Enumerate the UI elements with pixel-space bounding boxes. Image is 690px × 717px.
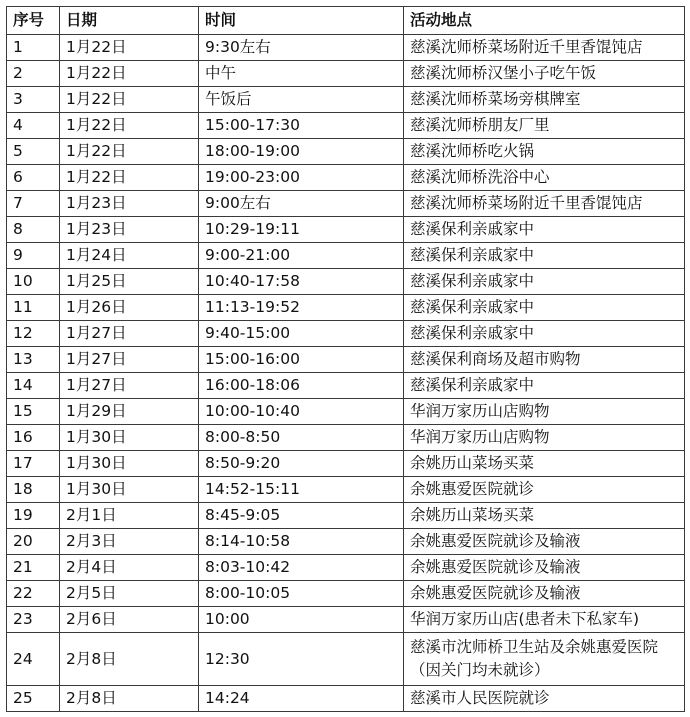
cell-no: 13 (7, 347, 60, 373)
cell-date: 1月23日 (60, 191, 199, 217)
header-place: 活动地点 (404, 7, 685, 35)
cell-no: 2 (7, 61, 60, 87)
cell-place: 华润万家历山店购物 (404, 399, 685, 425)
cell-time: 15:00-17:30 (199, 113, 404, 139)
cell-date: 2月5日 (60, 581, 199, 607)
cell-place: 慈溪保利亲戚家中 (404, 321, 685, 347)
cell-time: 午饭后 (199, 87, 404, 113)
cell-date: 1月22日 (60, 139, 199, 165)
cell-date: 2月8日 (60, 633, 199, 686)
cell-no: 14 (7, 373, 60, 399)
table-row (7, 373, 685, 399)
cell-place: 慈溪市人民医院就诊 (404, 686, 685, 712)
cell-time: 8:00-8:50 (199, 425, 404, 451)
table-row (7, 243, 685, 269)
table-row (7, 633, 685, 686)
table-row (7, 347, 685, 373)
cell-time: 10:00-10:40 (199, 399, 404, 425)
cell-no: 20 (7, 529, 60, 555)
cell-time: 12:30 (199, 633, 404, 686)
cell-place: 余姚惠爱医院就诊及输液 (404, 555, 685, 581)
cell-date: 1月26日 (60, 295, 199, 321)
cell-no: 4 (7, 113, 60, 139)
cell-time: 15:00-16:00 (199, 347, 404, 373)
cell-date: 1月27日 (60, 347, 199, 373)
cell-time: 9:00-21:00 (199, 243, 404, 269)
cell-time: 14:24 (199, 686, 404, 712)
cell-place: 慈溪保利亲戚家中 (404, 373, 685, 399)
table-row (7, 607, 685, 633)
cell-time: 11:13-19:52 (199, 295, 404, 321)
table-row (7, 425, 685, 451)
cell-place: 华润万家历山店购物 (404, 425, 685, 451)
cell-no: 19 (7, 503, 60, 529)
table-row (7, 87, 685, 113)
table-row (7, 451, 685, 477)
cell-date: 1月29日 (60, 399, 199, 425)
cell-time: 8:50-9:20 (199, 451, 404, 477)
table-row (7, 399, 685, 425)
cell-no: 12 (7, 321, 60, 347)
cell-place: 慈溪保利亲戚家中 (404, 243, 685, 269)
cell-no: 22 (7, 581, 60, 607)
table-row (7, 61, 685, 87)
cell-no: 3 (7, 87, 60, 113)
cell-date: 1月30日 (60, 451, 199, 477)
cell-date: 2月8日 (60, 686, 199, 712)
cell-place: 慈溪市沈师桥卫生站及余姚惠爱医院（因关门均未就诊） (404, 633, 685, 686)
cell-time: 18:00-19:00 (199, 139, 404, 165)
cell-date: 1月22日 (60, 87, 199, 113)
cell-no: 24 (7, 633, 60, 686)
table-row (7, 477, 685, 503)
header-time: 时间 (199, 7, 404, 35)
cell-no: 16 (7, 425, 60, 451)
cell-time: 8:14-10:58 (199, 529, 404, 555)
cell-no: 8 (7, 217, 60, 243)
cell-no: 1 (7, 35, 60, 61)
cell-place: 慈溪沈师桥朋友厂里 (404, 113, 685, 139)
activity-table-container (6, 6, 684, 712)
table-row (7, 686, 685, 712)
cell-date: 1月27日 (60, 373, 199, 399)
cell-place: 慈溪保利亲戚家中 (404, 217, 685, 243)
table-row (7, 269, 685, 295)
cell-place: 余姚惠爱医院就诊 (404, 477, 685, 503)
cell-time: 8:00-10:05 (199, 581, 404, 607)
cell-no: 7 (7, 191, 60, 217)
cell-place: 余姚历山菜场买菜 (404, 503, 685, 529)
cell-place: 慈溪沈师桥菜场附近千里香馄饨店 (404, 191, 685, 217)
cell-time: 9:30左右 (199, 35, 404, 61)
cell-date: 1月30日 (60, 477, 199, 503)
cell-place: 余姚惠爱医院就诊及输液 (404, 581, 685, 607)
table-row (7, 295, 685, 321)
cell-time: 10:29-19:11 (199, 217, 404, 243)
cell-date: 1月22日 (60, 113, 199, 139)
cell-date: 1月27日 (60, 321, 199, 347)
cell-no: 5 (7, 139, 60, 165)
cell-no: 10 (7, 269, 60, 295)
cell-date: 1月30日 (60, 425, 199, 451)
cell-place: 慈溪沈师桥吃火锅 (404, 139, 685, 165)
cell-no: 6 (7, 165, 60, 191)
cell-date: 1月22日 (60, 165, 199, 191)
cell-no: 15 (7, 399, 60, 425)
cell-place: 慈溪保利亲戚家中 (404, 295, 685, 321)
cell-date: 1月24日 (60, 243, 199, 269)
cell-date: 2月4日 (60, 555, 199, 581)
cell-time: 中午 (199, 61, 404, 87)
cell-no: 18 (7, 477, 60, 503)
cell-date: 1月22日 (60, 35, 199, 61)
header-date: 日期 (60, 7, 199, 35)
table-row (7, 581, 685, 607)
cell-date: 2月3日 (60, 529, 199, 555)
cell-date: 1月23日 (60, 217, 199, 243)
table-row (7, 503, 685, 529)
cell-no: 11 (7, 295, 60, 321)
activity-table (6, 6, 685, 712)
cell-no: 9 (7, 243, 60, 269)
table-row (7, 165, 685, 191)
cell-time: 10:00 (199, 607, 404, 633)
table-row (7, 321, 685, 347)
cell-no: 25 (7, 686, 60, 712)
table-row (7, 113, 685, 139)
table-row (7, 139, 685, 165)
cell-place: 慈溪沈师桥汉堡小子吃午饭 (404, 61, 685, 87)
cell-place: 慈溪沈师桥菜场附近千里香馄饨店 (404, 35, 685, 61)
cell-place: 慈溪保利商场及超市购物 (404, 347, 685, 373)
cell-place: 慈溪沈师桥菜场旁棋牌室 (404, 87, 685, 113)
table-row (7, 191, 685, 217)
cell-no: 17 (7, 451, 60, 477)
header-no: 序号 (7, 7, 60, 35)
cell-date: 2月6日 (60, 607, 199, 633)
table-row (7, 529, 685, 555)
cell-time: 19:00-23:00 (199, 165, 404, 191)
table-header-row (7, 7, 685, 35)
cell-time: 9:40-15:00 (199, 321, 404, 347)
cell-place: 华润万家历山店(患者未下私家车) (404, 607, 685, 633)
cell-time: 16:00-18:06 (199, 373, 404, 399)
cell-date: 1月22日 (60, 61, 199, 87)
cell-time: 8:03-10:42 (199, 555, 404, 581)
table-row (7, 35, 685, 61)
cell-time: 9:00左右 (199, 191, 404, 217)
cell-date: 1月25日 (60, 269, 199, 295)
cell-no: 21 (7, 555, 60, 581)
cell-place: 余姚惠爱医院就诊及输液 (404, 529, 685, 555)
table-row (7, 217, 685, 243)
cell-time: 14:52-15:11 (199, 477, 404, 503)
cell-time: 10:40-17:58 (199, 269, 404, 295)
cell-place: 慈溪沈师桥洗浴中心 (404, 165, 685, 191)
cell-place: 慈溪保利亲戚家中 (404, 269, 685, 295)
table-row (7, 555, 685, 581)
cell-place: 余姚历山菜场买菜 (404, 451, 685, 477)
cell-no: 23 (7, 607, 60, 633)
cell-time: 8:45-9:05 (199, 503, 404, 529)
cell-date: 2月1日 (60, 503, 199, 529)
